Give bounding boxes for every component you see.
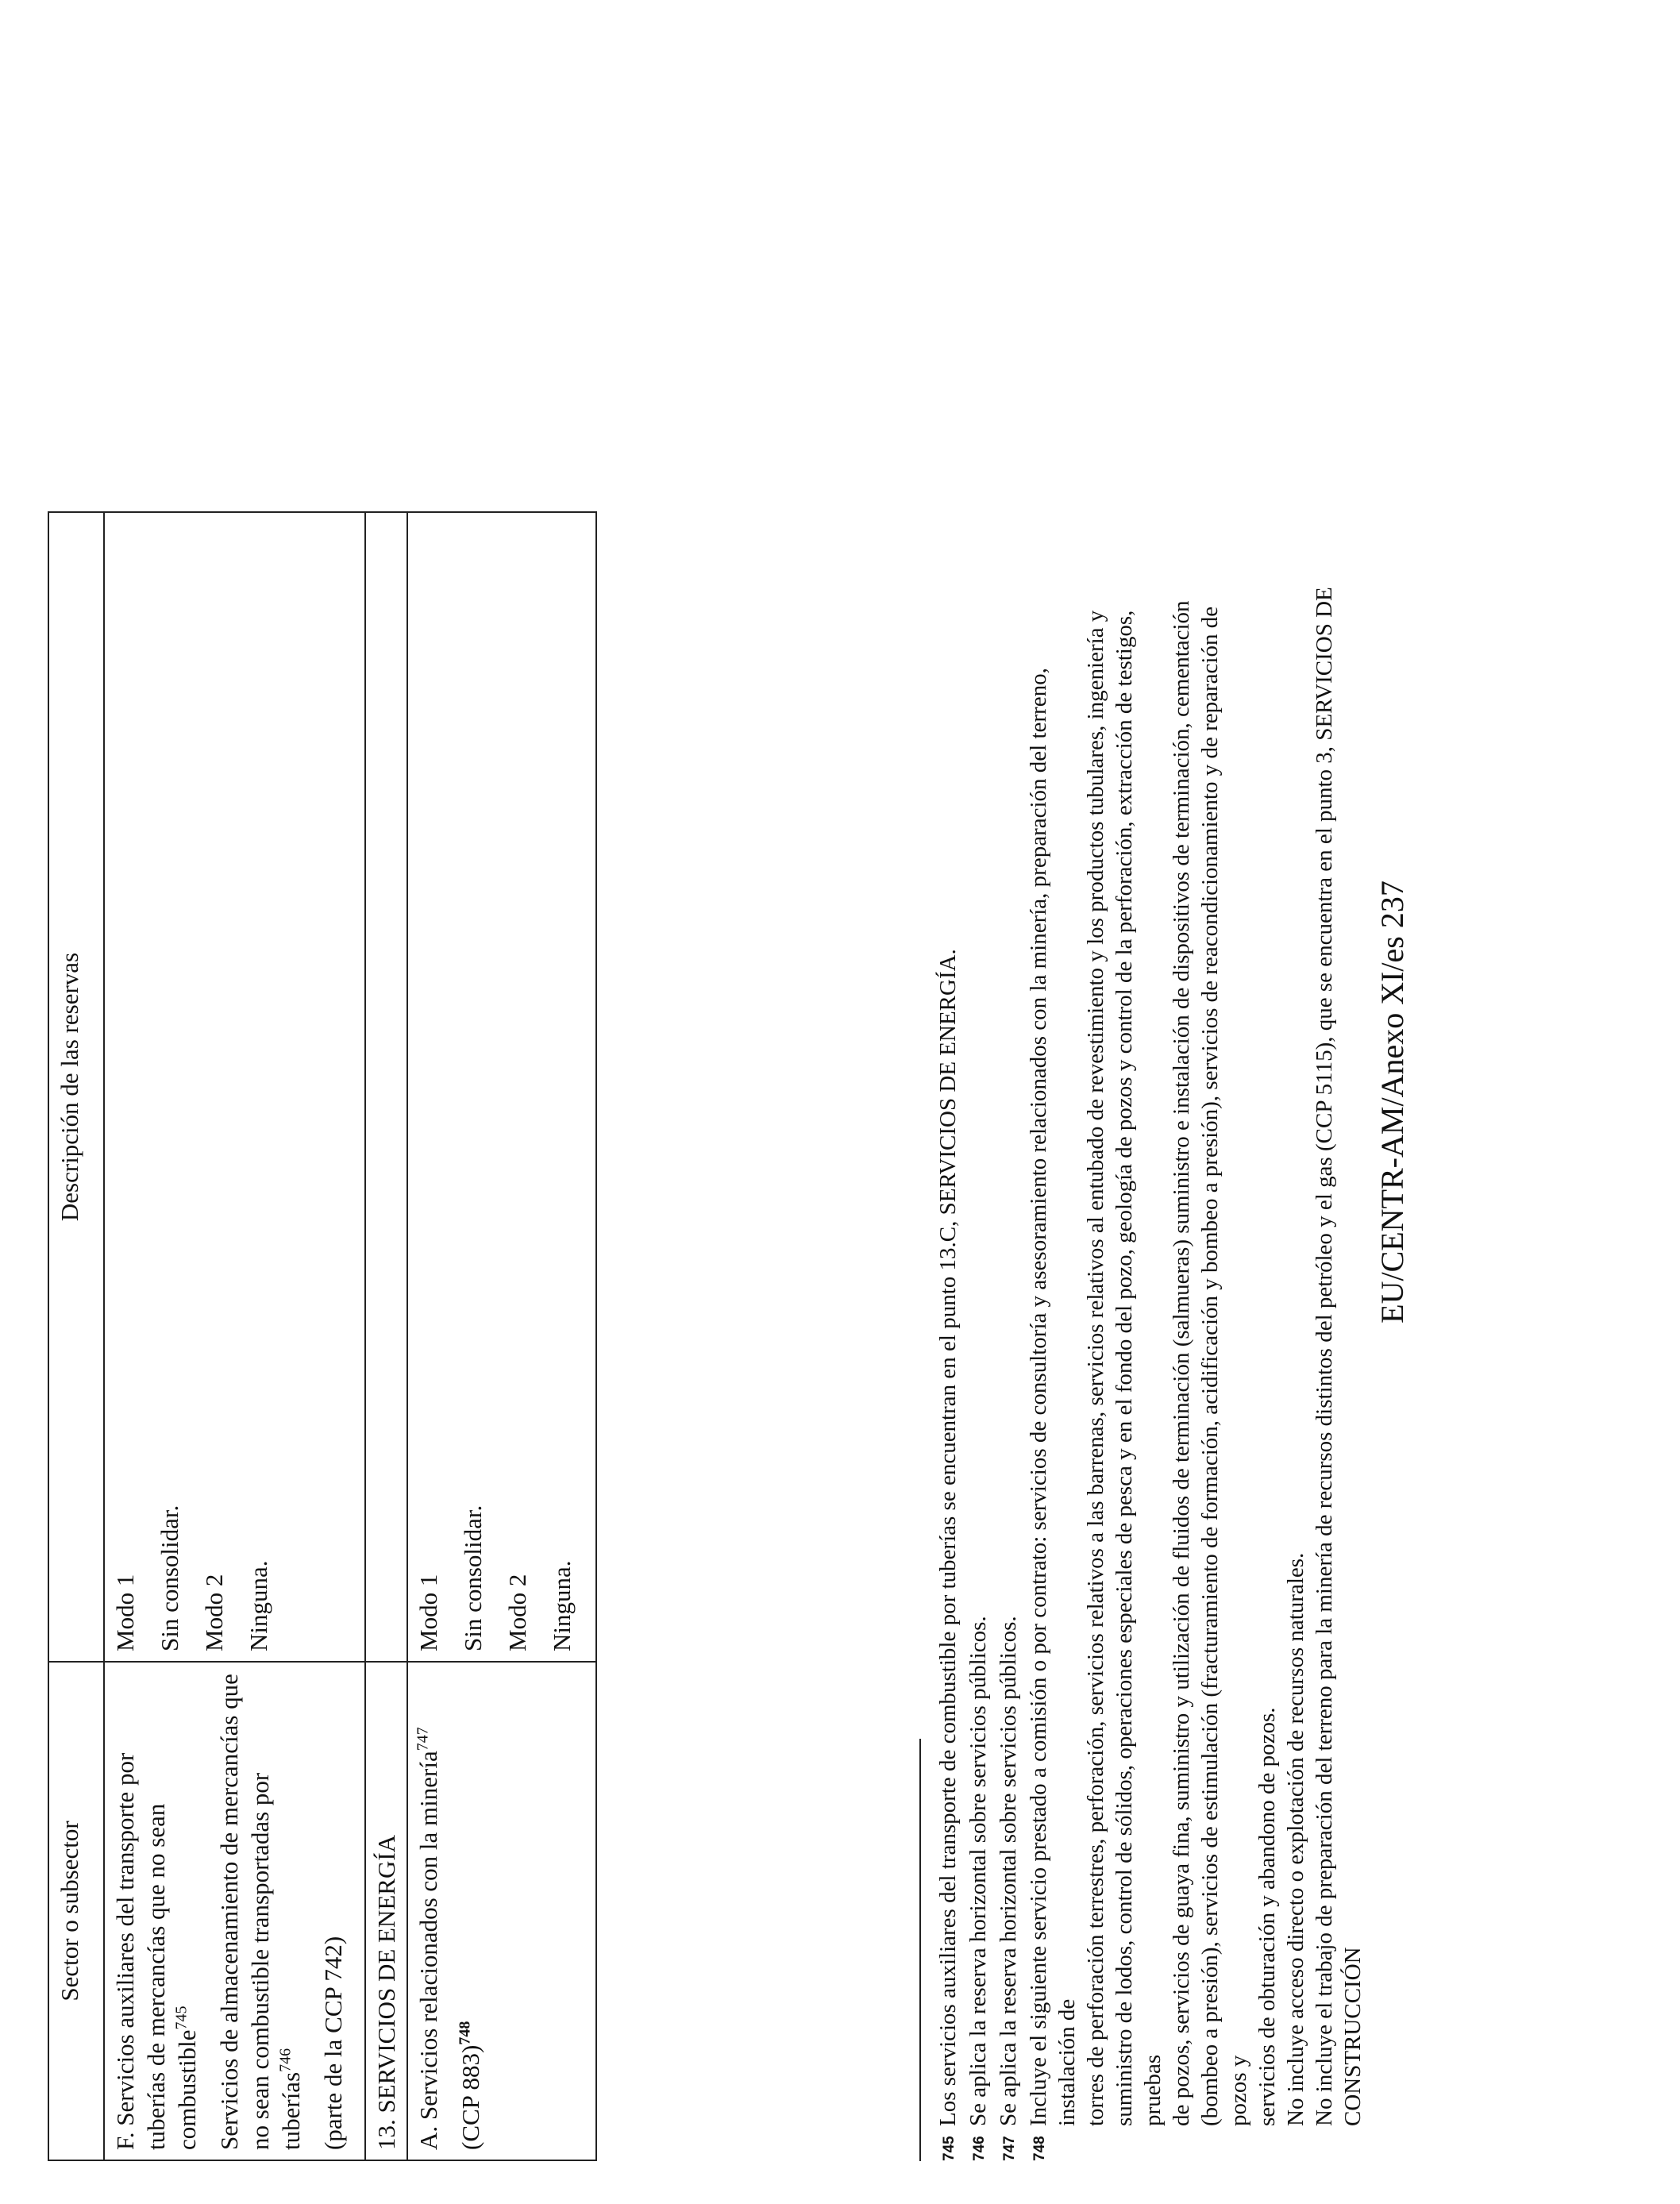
- description-cell: [104, 512, 365, 1662]
- footnote-ref: 745: [172, 2006, 191, 2030]
- footnote: [964, 573, 994, 2161]
- footnote-line: CONSTRUCCIÓN: [1340, 1947, 1366, 2126]
- mode-value: Sin consolidar.: [156, 1505, 183, 1651]
- mode-label: Modo 2: [200, 1574, 228, 1651]
- footnote-line: Los servicios auxiliares del transporte de combustible por tuberías se encuentran en el punto 13.C, SERVICIOS DE ENERGÍA.: [935, 949, 961, 2126]
- mode-value: Ninguna.: [548, 1560, 576, 1651]
- section-row: [365, 512, 407, 2160]
- footnote-number: 745: [941, 2136, 958, 2161]
- footnote: [994, 573, 1024, 2161]
- footnote-line: de pozos, servicios de guaya fina, suministro y utilización de fluidos de terminación (salmueras) suministro e instalación de dispositivos de terminación, cementación: [1169, 600, 1194, 2126]
- table-header-row: [48, 512, 104, 2160]
- mode-label: Modo 1: [414, 1574, 442, 1651]
- mode-label: Modo 2: [503, 1574, 531, 1651]
- footnote-ref: 746: [276, 2048, 295, 2072]
- sector-text: Servicios de almacenamiento de mercancías que no sean combustible transportadas por tuberías$^{746}$: [215, 1674, 305, 2150]
- page-footer: EU/CENTR-AM/Anexo XI/es 237: [1374, 880, 1410, 1324]
- section-title: 13. SERVICIOS DE ENERGÍA: [365, 1662, 407, 2160]
- footnote-line: Se aplica la reserva horizontal sobre servicios públicos.: [996, 1616, 1021, 2126]
- footnote-text: [964, 573, 994, 2126]
- mode-value: Sin consolidar.: [459, 1505, 487, 1651]
- description-cell: [407, 512, 596, 1662]
- footnote-text: [994, 573, 1024, 2126]
- footnote-line: suministro de lodos, control de sólidos, operaciones especiales de pesca y en el fondo del pozo, geología de pozos y control de la perforación, extracción de testigos, pruebas: [1112, 610, 1166, 2126]
- footnote-text: [1024, 573, 1367, 2126]
- footnote-line: No incluye el trabajo de preparación del terreno para la minería de recursos distintos del petróleo y el gas (CCP 5115), que se encuentra en el punto 3, SERVICIOS DE: [1312, 587, 1337, 2126]
- header-description: Descripción de las reservas: [48, 512, 104, 1662]
- footnote-number: 747: [1001, 2136, 1018, 2161]
- table-row: [104, 512, 365, 2160]
- footnote-line: (bombeo a presión), servicios de estimulación (fracturamiento de formación, acidificación y bombeo a presión), servicios de reacondicionamiento y de reparación de pozos y: [1197, 606, 1251, 2126]
- footnotes: [934, 573, 1367, 2161]
- footnote-number: 746: [971, 2136, 988, 2161]
- sector-text: (parte de la CCP 742): [319, 1936, 347, 2150]
- sector-text: (CCP 883)$^{748}$: [456, 2021, 484, 2150]
- mode-value: Ninguna.: [245, 1560, 272, 1651]
- footnote-number: 748: [1031, 2136, 1048, 2161]
- footnote: [934, 573, 964, 2161]
- footnote: [1024, 573, 1367, 2161]
- footnote-line: torres de perforación terrestres, perforación, servicios relativos a las barrenas, servicios relativos al entubado de revestimiento y los productos tubulares, ingeniería y: [1083, 610, 1108, 2126]
- sector-text: A. Servicios relacionados con la minería$^{747}$: [414, 1727, 442, 2150]
- footnote-text: [934, 573, 964, 2126]
- footnote-line: servicios de obturación y abandono de pozos.: [1254, 1707, 1280, 2126]
- footnote-ref: 748: [456, 2021, 474, 2045]
- sector-cell: [407, 1662, 596, 2160]
- table-row: [407, 512, 596, 2160]
- footnote-line: Incluye el siguiente servicio prestado a comisión o por contrato: servicios de consultoría y asesoramiento relacionados con la minería, preparación del terreno, instalación de: [1026, 668, 1080, 2126]
- footnote-ref: 747: [414, 1727, 432, 1751]
- reservations-table: [48, 511, 597, 2161]
- sector-cell: [104, 1662, 365, 2160]
- section-empty-cell: [365, 512, 407, 1662]
- footnote-line: Se aplica la reserva horizontal sobre servicios públicos.: [965, 1616, 991, 2126]
- mode-label: Modo 1: [111, 1574, 139, 1651]
- sector-text: F. Servicios auxiliares del transporte por tuberías de mercancías que no sean combustible$^{745}$: [111, 1752, 201, 2150]
- footnote-line: No incluye acceso directo o explotación de recursos naturales.: [1283, 1552, 1308, 2126]
- header-sector: Sector o subsector: [48, 1662, 104, 2160]
- footnote-separator: [919, 1739, 921, 2161]
